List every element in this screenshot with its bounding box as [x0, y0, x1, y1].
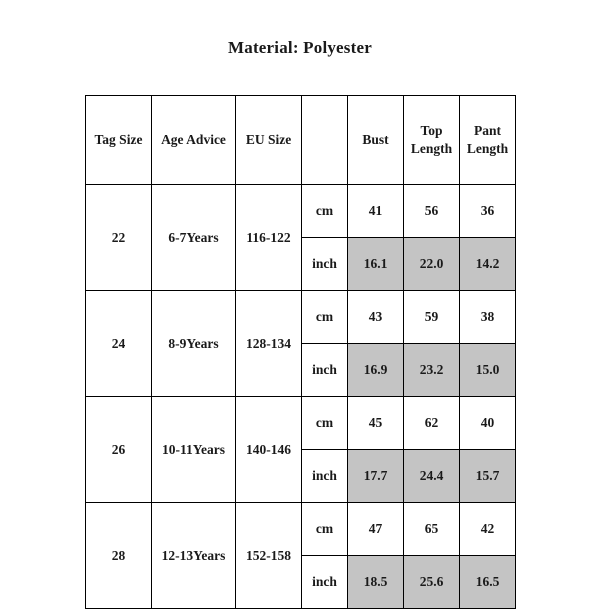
cell-bust-cm: 43 [348, 291, 404, 344]
header-tag-size: Tag Size [86, 96, 152, 185]
size-chart-table-wrapper [85, 95, 515, 609]
cell-pant-length-cm: 36 [460, 185, 516, 238]
header-age-advice: Age Advice [152, 96, 236, 185]
table-row [86, 291, 516, 344]
cell-top-length-inch: 23.2 [404, 344, 460, 397]
table-row [86, 503, 516, 556]
cell-pant-length-cm: 42 [460, 503, 516, 556]
cell-pant-length-inch: 15.0 [460, 344, 516, 397]
table-body [86, 185, 516, 609]
table-header [86, 96, 516, 185]
cell-age-advice: 6-7Years [152, 185, 236, 291]
cell-pant-length-inch: 14.2 [460, 238, 516, 291]
header-top-length-line1: Top [420, 123, 443, 139]
cell-tag-size: 28 [86, 503, 152, 609]
cell-eu-size: 140-146 [236, 397, 302, 503]
size-chart-table [85, 95, 516, 609]
cell-bust-cm: 45 [348, 397, 404, 450]
cell-bust-inch: 18.5 [348, 556, 404, 609]
cell-unit-inch: inch [302, 450, 348, 503]
header-bust: Bust [348, 96, 404, 185]
cell-eu-size: 152-158 [236, 503, 302, 609]
header-top-length-line2: Length [410, 141, 453, 156]
header-pant-length-line1: Pant [474, 123, 501, 139]
cell-age-advice: 8-9Years [152, 291, 236, 397]
cell-top-length-inch: 22.0 [404, 238, 460, 291]
cell-top-length-cm: 62 [404, 397, 460, 450]
table-row [86, 397, 516, 450]
header-unit [302, 96, 348, 185]
cell-top-length-cm: 59 [404, 291, 460, 344]
cell-unit-inch: inch [302, 238, 348, 291]
cell-eu-size: 128-134 [236, 291, 302, 397]
cell-bust-inch: 16.9 [348, 344, 404, 397]
cell-tag-size: 22 [86, 185, 152, 291]
cell-pant-length-inch: 15.7 [460, 450, 516, 503]
header-eu-size: EU Size [236, 96, 302, 185]
cell-unit-cm: cm [302, 185, 348, 238]
header-top-length [404, 96, 460, 185]
cell-age-advice: 10-11Years [152, 397, 236, 503]
cell-unit-cm: cm [302, 397, 348, 450]
cell-unit-inch: inch [302, 344, 348, 397]
cell-tag-size: 24 [86, 291, 152, 397]
cell-unit-inch: inch [302, 556, 348, 609]
cell-top-length-cm: 65 [404, 503, 460, 556]
cell-top-length-inch: 25.6 [404, 556, 460, 609]
cell-bust-inch: 16.1 [348, 238, 404, 291]
cell-pant-length-inch: 16.5 [460, 556, 516, 609]
page-title: Material: Polyester [228, 38, 372, 57]
cell-unit-cm: cm [302, 503, 348, 556]
cell-tag-size: 26 [86, 397, 152, 503]
cell-bust-inch: 17.7 [348, 450, 404, 503]
cell-pant-length-cm: 38 [460, 291, 516, 344]
cell-top-length-inch: 24.4 [404, 450, 460, 503]
cell-bust-cm: 47 [348, 503, 404, 556]
table-row [86, 185, 516, 238]
cell-pant-length-cm: 40 [460, 397, 516, 450]
header-row [86, 96, 516, 185]
cell-top-length-cm: 56 [404, 185, 460, 238]
header-pant-length-line2: Length [466, 141, 509, 156]
cell-age-advice: 12-13Years [152, 503, 236, 609]
cell-bust-cm: 41 [348, 185, 404, 238]
cell-eu-size: 116-122 [236, 185, 302, 291]
header-pant-length [460, 96, 516, 185]
cell-unit-cm: cm [302, 291, 348, 344]
